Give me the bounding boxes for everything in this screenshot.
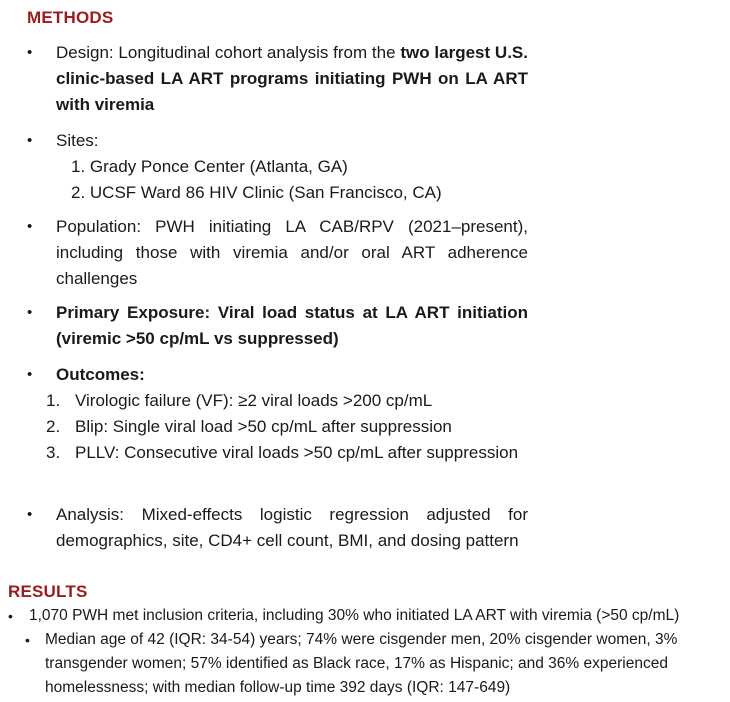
results-text: 1,070 PWH met inclusion criteria, including 30% who initiated LA ART with viremia (>50 cp/mL) (29, 607, 680, 624)
outcome-number: 2. (46, 417, 61, 436)
outcomes-item (0, 362, 730, 502)
exposure-text: Primary Exposure: Viral load status at LA ART initiation (viremic >50 cp/mL vs suppressed) (56, 303, 528, 348)
bullet: • (27, 44, 33, 61)
analysis-text: Analysis: Mixed-effects logistic regression adjusted for demographics, site, CD4+ cell count, BMI, and dosing pattern (56, 505, 528, 550)
population-item (0, 214, 730, 294)
results-text: Median age of 42 (IQR: 34-54) years; 74% were cisgender men, 20% cisgender women, 3% transgender women; 57% identified as Black race, 17% as Hispanic; and 36% experienced homelessness; with median follow-up time 392 days (IQR: 147-649) (45, 631, 678, 696)
bullet: • (25, 632, 30, 648)
methods-heading: METHODS (27, 8, 114, 27)
results-subitem (0, 628, 730, 700)
exposure-item (0, 300, 730, 354)
site-item: 2. UCSF Ward 86 HIV Clinic (San Francisco, CA) (71, 183, 442, 202)
design-bold-text: two largest U.S. clinic-based LA ART programs initiating PWH on LA ART with viremia (56, 43, 528, 114)
results-item (0, 604, 730, 628)
outcomes-label: Outcomes: (56, 365, 145, 384)
bullet: • (27, 218, 33, 235)
bullet: • (27, 366, 33, 383)
bullet: • (27, 304, 33, 321)
outcome-number: 1. (46, 391, 61, 410)
design-text: Design: Longitudinal cohort analysis from the two largest U.S. clinic-based LA ART programs initiating PWH on LA ART with viremia (56, 43, 528, 114)
bullet: • (8, 608, 13, 624)
bullet: • (27, 132, 33, 149)
design-item (0, 40, 730, 120)
outcome-text: PLLV: Consecutive viral loads >50 cp/mL after suppression (75, 443, 519, 462)
results-heading: RESULTS (8, 582, 88, 601)
sites-label: Sites: (56, 131, 99, 150)
outcome-text: Blip: Single viral load >50 cp/mL after suppression (75, 417, 452, 436)
outcome-number: 3. (46, 443, 61, 462)
population-text: Population: PWH initiating LA CAB/RPV (2021–present), including those with viremia and/or oral ART adherence challenges (56, 217, 528, 288)
sites-item (0, 128, 730, 208)
outcome-text: Virologic failure (VF): ≥2 viral loads >200 cp/mL (75, 391, 433, 410)
analysis-item (0, 502, 730, 582)
site-item: 1. Grady Ponce Center (Atlanta, GA) (71, 157, 348, 176)
bullet: • (27, 506, 33, 523)
